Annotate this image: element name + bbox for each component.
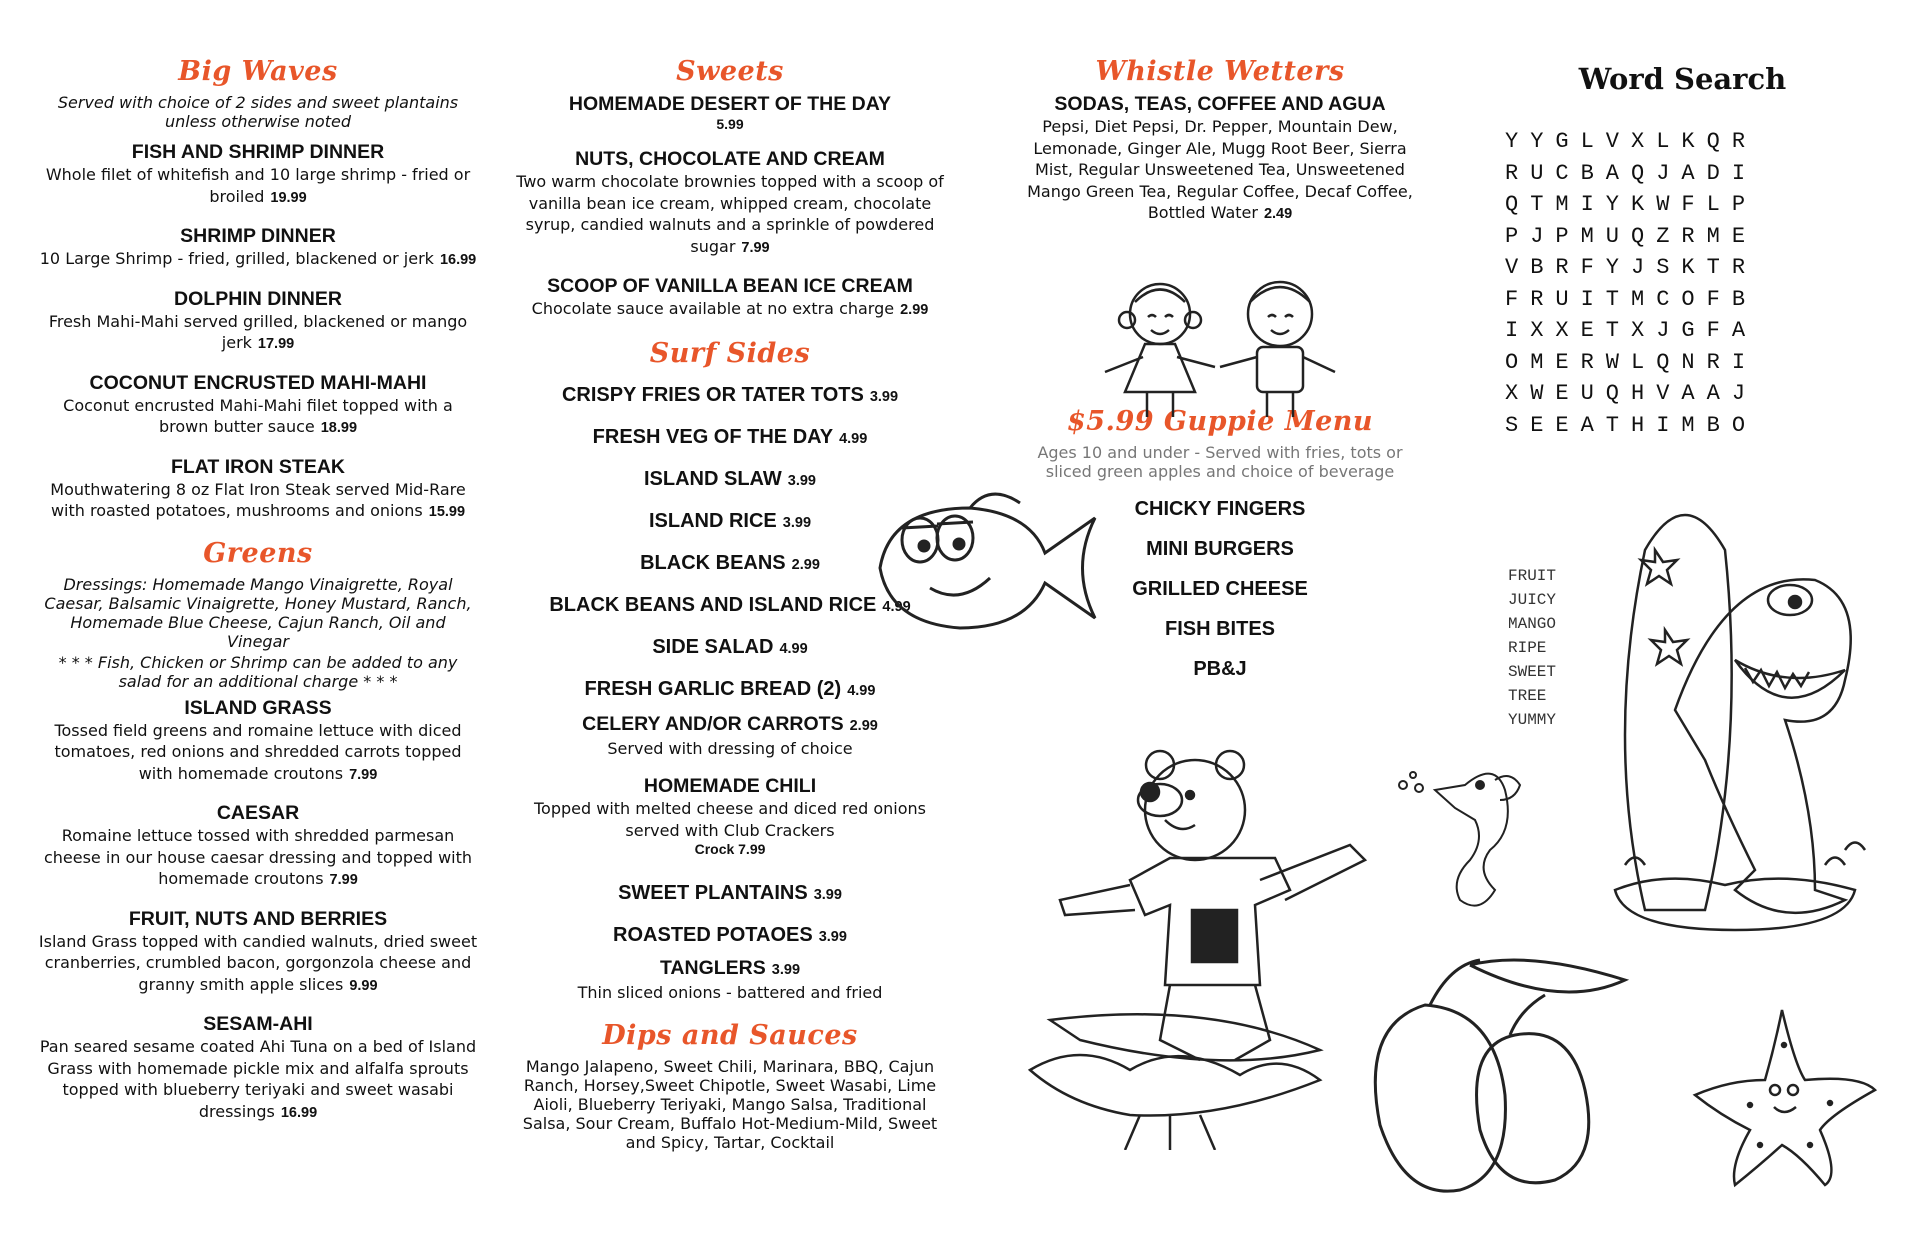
- word-search-word: JUICY: [1508, 591, 1557, 609]
- surfing-bear-illustration: [1020, 740, 1410, 1150]
- column-word-search: [1475, 56, 1890, 729]
- menu-item: [510, 148, 950, 259]
- item-price: 18.99: [320, 420, 358, 436]
- item-price: 16.99: [280, 1104, 318, 1121]
- item-desc: Tossed field greens and romaine lettuce with diced tomatoes, red onions and shredded carrots topped with homemade croutons: [54, 720, 462, 783]
- menu-item: [510, 775, 950, 857]
- word-search-row: PJPMUQZRME: [1505, 223, 1758, 249]
- word-search-grid: [1475, 126, 1890, 441]
- item-desc: Coconut encrusted Mahi-Mahi filet topped with a brown butter sauce: [63, 395, 453, 436]
- item-price: 3.99: [813, 887, 842, 903]
- big-waves-note: Served with choice of 2 sides and sweet plantains unless otherwise noted: [57, 93, 459, 131]
- word-search-row: QTMIYKWFLP: [1505, 192, 1758, 217]
- item-price: 7.99: [741, 239, 770, 256]
- item-name: FISH AND SHRIMP DINNER: [131, 141, 385, 163]
- word-search-word: FRUIT: [1508, 567, 1557, 585]
- item-name: CRISPY FRIES OR TATER TOTS: [561, 383, 864, 406]
- menu-item: [510, 957, 950, 1004]
- menu-item: [38, 141, 478, 209]
- side-item: [510, 375, 950, 417]
- word-search-word-list: [1508, 564, 1556, 732]
- item-name: SESAM-AHI: [203, 1013, 313, 1035]
- item-price: 7.99: [329, 872, 358, 888]
- shark-surfboard-illustration: [1585, 490, 1885, 960]
- menu-item: [510, 713, 950, 760]
- dips-title: Dips and Sauces: [602, 1019, 858, 1051]
- guppie-title: $5.99 Guppie Menu: [1066, 405, 1374, 437]
- sweets-title: Sweets: [676, 56, 784, 87]
- word-search-word: RIPE: [1508, 639, 1547, 657]
- column-big-waves-greens: [38, 56, 478, 1140]
- word-search-row: XWEUQHVAAJ: [1505, 381, 1758, 406]
- item-desc: Mouthwatering 8 oz Flat Iron Steak served Mid-Rare with roasted potatoes, mushrooms and onions: [50, 479, 466, 520]
- menu-item: [510, 275, 950, 322]
- item-price: 5.99: [716, 116, 744, 132]
- item-name: ROASTED POTAOES: [613, 924, 813, 946]
- item-name: FRUIT, NUTS AND BERRIES: [128, 907, 388, 930]
- menu-item: [38, 456, 478, 524]
- dips-list: Mango Jalapeno, Sweet Chili, Marinara, BBQ, Cajun Ranch, Horsey,Sweet Chipotle, Sweet Wasabi, Lime Aioli, Blueberry Teriyaki, Mango Salsa, Traditional Salsa, Sour Cream, Buffalo Hot-Medium-Mild, Sweet and Spicy, Tartar, Cocktail: [522, 1056, 938, 1152]
- menu-item: [510, 93, 950, 132]
- greens-addon-note: * * * Fish, Chicken or Shrimp can be added to any salad for an additional charge * * *: [58, 652, 458, 691]
- item-desc: Served with dressing of choice: [607, 738, 853, 758]
- item-price: 3.99: [771, 962, 801, 978]
- item-price: 9.99: [349, 977, 378, 994]
- kids-menu-item: CHICKY FINGERS: [1134, 497, 1306, 520]
- side-item: [510, 915, 950, 957]
- item-desc: Pan seared sesame coated Ahi Tuna on a bed of Island Grass with homemade pickle mix and alfalfa sprouts topped with blueberry teriyaki and sweet wasabi dressings: [39, 1037, 477, 1121]
- kids-menu-item: FISH BITES: [1164, 617, 1275, 640]
- kids-menu-item: MINI BURGERS: [1146, 537, 1294, 560]
- word-search-row: IXXETXJGFA: [1505, 318, 1758, 343]
- kids-holding-hands-illustration: [1085, 272, 1355, 422]
- item-name: HOMEMADE DESERT OF THE DAY: [568, 93, 892, 115]
- item-price: 19.99: [270, 189, 307, 206]
- word-search-row: VBRFYJSKTR: [1505, 255, 1758, 280]
- guppie-note: Ages 10 and under - Served with fries, tots or sliced green apples and choice of beverage: [1037, 442, 1403, 481]
- item-name: SHRIMP DINNER: [180, 225, 336, 247]
- menu-item: [38, 908, 478, 998]
- item-name: NUTS, CHOCOLATE AND CREAM: [575, 148, 885, 170]
- big-waves-items: [38, 141, 478, 524]
- item-desc: Island Grass topped with candied walnuts, dried sweet cranberries, crumbled bacon, gorgonzola cheese and granny smith apple slices: [38, 931, 478, 994]
- item-desc: Thin sliced onions - battered and fried: [577, 983, 883, 1002]
- item-name: CAESAR: [216, 802, 300, 824]
- word-search-row: YYGLVXLKQR: [1505, 129, 1758, 154]
- item-desc: Chocolate sauce available at no extra charge: [531, 299, 895, 318]
- item-price: 17.99: [257, 336, 295, 352]
- menu-item: [38, 697, 478, 787]
- side-item: [510, 417, 950, 459]
- item-price: 4.99: [847, 682, 876, 699]
- item-price: 3.99: [818, 929, 847, 945]
- item-price: 2.99: [849, 717, 878, 734]
- item-desc: Two warm chocolate brownies topped with a scoop of vanilla bean ice cream, whipped cream, chocolate syrup, candied walnuts and a sprinkle of powdered sugar: [516, 172, 944, 256]
- whistle-title: Whistle Wetters: [1095, 56, 1345, 87]
- item-name: ISLAND GRASS: [184, 696, 332, 719]
- item-name: FRESH VEG OF THE DAY: [592, 425, 834, 448]
- menu-item: [38, 1013, 478, 1124]
- item-price: 15.99: [428, 504, 466, 520]
- item-sub-price: Crock 7.99: [694, 841, 766, 857]
- menu-item: [38, 802, 478, 892]
- item-name: BLACK BEANS AND ISLAND RICE: [549, 593, 877, 616]
- word-search-word: MANGO: [1508, 615, 1557, 633]
- big-waves-title: Big Waves: [178, 56, 338, 87]
- item-desc: Topped with melted cheese and diced red onions served with Club Crackers: [533, 799, 927, 840]
- surf-sides-more-items: [510, 873, 950, 957]
- item-price: 3.99: [782, 514, 812, 531]
- item-price: 4.99: [779, 640, 808, 657]
- seahorse-illustration: [1395, 740, 1535, 920]
- item-price: 2.99: [791, 556, 820, 573]
- item-price: 4.99: [882, 598, 911, 615]
- menu-item: [38, 225, 478, 272]
- item-desc: Pepsi, Diet Pepsi, Dr. Pepper, Mountain Dew, Lemonade, Ginger Ale, Mugg Root Beer, Sierra Mist, Regular Unsweetened Tea, Unsweetened Mango Green Tea, Regular Coffee, Decaf Coffee, Bottled Water: [1027, 117, 1413, 222]
- sweets-items: [510, 93, 950, 322]
- item-price: 3.99: [869, 388, 899, 405]
- item-name: ISLAND SLAW: [643, 467, 782, 490]
- greens-items: [38, 697, 478, 1125]
- item-price: 2.49: [1263, 206, 1293, 222]
- menu-item: [38, 372, 478, 440]
- item-price: 2.99: [900, 302, 929, 318]
- word-search-row: RUCBAQJADI: [1505, 160, 1758, 186]
- side-item: [510, 669, 950, 711]
- mangoes-illustration: [1370, 955, 1630, 1205]
- item-name: FRESH GARLIC BREAD (2): [584, 677, 842, 700]
- item-name: ISLAND RICE: [648, 509, 777, 532]
- item-price: 4.99: [839, 430, 868, 447]
- word-search-row: SEEATHIMBO: [1505, 412, 1758, 438]
- greens-title: Greens: [203, 537, 313, 569]
- word-search-row: FRUITMCOFB: [1505, 286, 1758, 312]
- kids-menu-item: GRILLED CHEESE: [1132, 577, 1308, 600]
- item-name: BLACK BEANS: [640, 551, 786, 574]
- item-name: TANGLERS: [659, 957, 766, 979]
- item-desc: Whole filet of whitefish and 10 large shrimp - fried or broiled: [45, 165, 471, 206]
- item-name: HOMEMADE CHILI: [643, 775, 817, 797]
- item-price: 16.99: [439, 252, 477, 268]
- surf-sides-title: Surf Sides: [649, 337, 811, 369]
- word-search-word: YUMMY: [1508, 711, 1557, 729]
- item-name: SCOOP OF VANILLA BEAN ICE CREAM: [547, 275, 913, 297]
- side-item: [510, 873, 950, 915]
- smiling-fish-illustration: [860, 478, 1100, 648]
- item-name: SIDE SALAD: [652, 635, 774, 658]
- item-name: CELERY AND/OR CARROTS: [582, 712, 844, 735]
- word-search-row: OMERWLQNRI: [1505, 349, 1758, 375]
- word-search-word: TREE: [1508, 687, 1547, 705]
- word-search-word: SWEET: [1508, 663, 1557, 681]
- item-price: 3.99: [787, 472, 816, 489]
- item-name: SWEET PLANTAINS: [618, 882, 808, 904]
- word-search-title: Word Search: [1578, 62, 1787, 96]
- item-desc: 10 Large Shrimp - fried, grilled, blackened or jerk: [39, 249, 434, 268]
- kids-menu-item: PB&J: [1193, 657, 1247, 680]
- item-name: SODAS, TEAS, COFFEE AND AGUA: [1054, 93, 1386, 115]
- starfish-illustration: [1690, 1005, 1880, 1190]
- item-desc: Fresh Mahi-Mahi served grilled, blackened or mango jerk: [48, 311, 468, 352]
- greens-dressing-note: Dressings: Homemade Mango Vinaigrette, Royal Caesar, Balsamic Vinaigrette, Honey Mustard, Ranch, Homemade Blue Cheese, Cajun Ranch, Oil and Vinegar: [44, 574, 472, 651]
- menu-item: [1025, 93, 1415, 226]
- item-name: DOLPHIN DINNER: [174, 287, 342, 310]
- item-name: FLAT IRON STEAK: [170, 455, 346, 478]
- item-name: COCONUT ENCRUSTED MAHI-MAHI: [89, 371, 427, 394]
- item-price: 7.99: [349, 766, 378, 783]
- item-desc: Romaine lettuce tossed with shredded parmesan cheese in our house caesar dressing and topped with homemade croutons: [43, 826, 473, 888]
- menu-item: [38, 288, 478, 356]
